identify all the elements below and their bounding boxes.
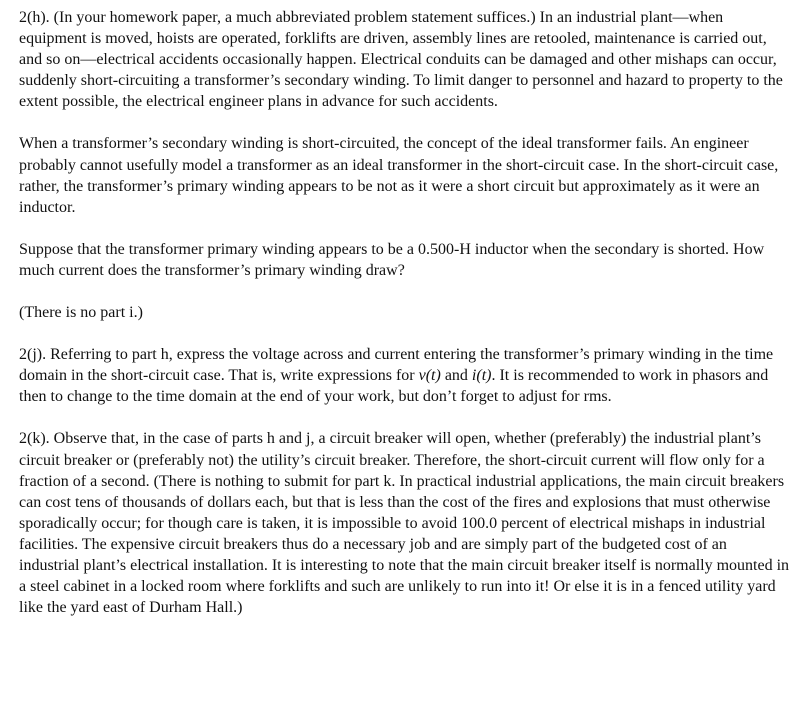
part-j-text-3: . It is recommended to work in phasors and then to change to the time domain at the end of your work, but don’t forget to adjust for rms. (19, 367, 769, 406)
document-body (19, 7, 791, 618)
part-j-text-1: 2(j). Referring to part h, express the voltage across and current entering the transformer’s primary winding in the time domain in the short-circuit case. That is, write expressions for (19, 346, 774, 385)
paragraph-part-j (19, 344, 791, 407)
paragraph-part-i-note: (There is no part i.) (19, 304, 143, 322)
paragraph-part-h-intro: 2(h). (In your homework paper, a much abbreviated problem statement suffices.) In an industrial plant—when equipment is moved, hoists are operated, forklifts are driven, assembly lines are retooled, maintenance is carried out, and so on—electrical accidents occasionally happen. Electrical conduits can be damaged and other mishaps can occur, suddenly short-circuiting a transformer’s secondary winding. To limit danger to personnel and hazard to property to the extent possible, the electrical engineer plans in advance for such accidents. (19, 9, 783, 111)
part-j-text-2: and (440, 367, 472, 385)
voltage-expression: v(t) (418, 367, 441, 385)
paragraph-short-circuit-model: When a transformer’s secondary winding is short-circuited, the concept of the ideal transformer fails. An engineer probably cannot usefully model a transformer as an ideal transformer in the short-circuit case. In the short-circuit case, rather, the transformer’s primary winding appears to be not as it were a short circuit but approximately as it were an inductor. (19, 135, 779, 216)
paragraph-part-k: 2(k). Observe that, in the case of parts h and j, a circuit breaker will open, whether (preferably) the industrial plant’s circuit breaker or (preferably not) the utility’s circuit breaker. Therefore, the short-circuit current will flow only for a fraction of a second. (There is nothing to submit for part k. In practical industrial applications, the main circuit breakers can cost tens of thousands of dollars each, but that is less than the cost of the fires and explosions that must otherwise sporadically occur; for though care is taken, it is impossible to avoid 100.0 percent of electrical mishaps in industrial facilities. The expensive circuit breakers thus do a necessary job and are simply part of the budgeted cost of an industrial plant’s electrical installation. It is interesting to note that the main circuit breaker itself is normally mounted in a steel cabinet in a locked room where forklifts and such are unlikely to run into it! Or else it is in a fenced utility yard like the yard east of Durham Hall.) (19, 430, 790, 617)
paragraph-part-h-question: Suppose that the transformer primary winding appears to be a 0.500-H inductor when the secondary is shorted. How much current does the transformer’s primary winding draw? (19, 240, 765, 279)
current-expression: i(t) (471, 367, 492, 385)
